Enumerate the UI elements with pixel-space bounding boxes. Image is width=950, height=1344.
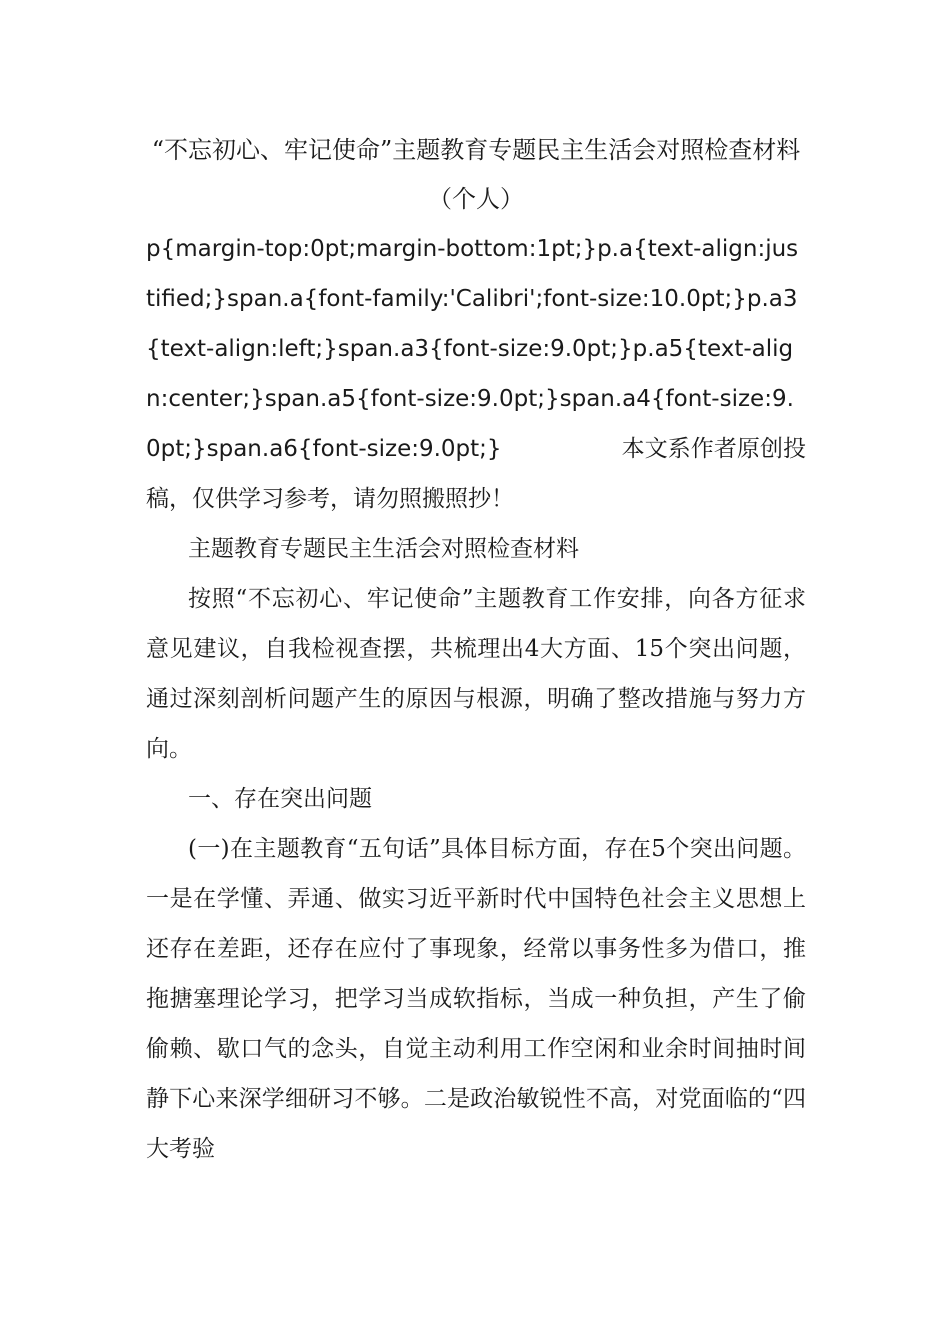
leaked-style-paragraph: [146, 224, 806, 524]
document-title: “不忘初心、牢记使命”主题教育专题民主生活会对照检查材料（个人）: [151, 136, 801, 213]
intro-paragraph: 按照“不忘初心、牢记使命”主题教育工作安排，向各方征求意见建议，自我检视查摆，共梳理出4大方面、15个突出问题，通过深刻剖析问题产生的原因与根源，明确了整改措施与努力方向。: [146, 586, 806, 762]
document-body: [146, 126, 806, 1174]
author-notice: 本文系作者原创投稿，仅供学习参考，请勿照搬照抄！: [146, 436, 806, 512]
css-leak-text: p{margin-top:0pt;margin-bottom:1pt;}p.a{text-align:justified;}span.a{font-family:'Calibri';font-size:10.0pt;}p.a3{text-align:left;}span.a3{font-size:9.0pt;}p.a5{text-align:center;}span.a5{font-size:9.0pt;}span.a4{font-size:9.0pt;}span.a6{font-size:9.0pt;}: [146, 236, 799, 462]
section-heading: 一、存在突出问题: [188, 786, 372, 812]
subheading: 主题教育专题民主生活会对照检查材料: [188, 536, 579, 562]
section-body-paragraph: (一)在主题教育“五句话”具体目标方面，存在5个突出问题。一是在学懂、弄通、做实习近平新时代中国特色社会主义思想上还存在差距，还存在应付了事现象，经常以事务性多为借口，推拖搪塞理论学习，把学习当成软指标，当成一种负担，产生了偷偷赖、歇口气的念头，自觉主动利用工作空闲和业余时间抽时间静下心来深学细研习不够。二是政治敏锐性不高，对党面临的“四大考验: [146, 836, 806, 1162]
